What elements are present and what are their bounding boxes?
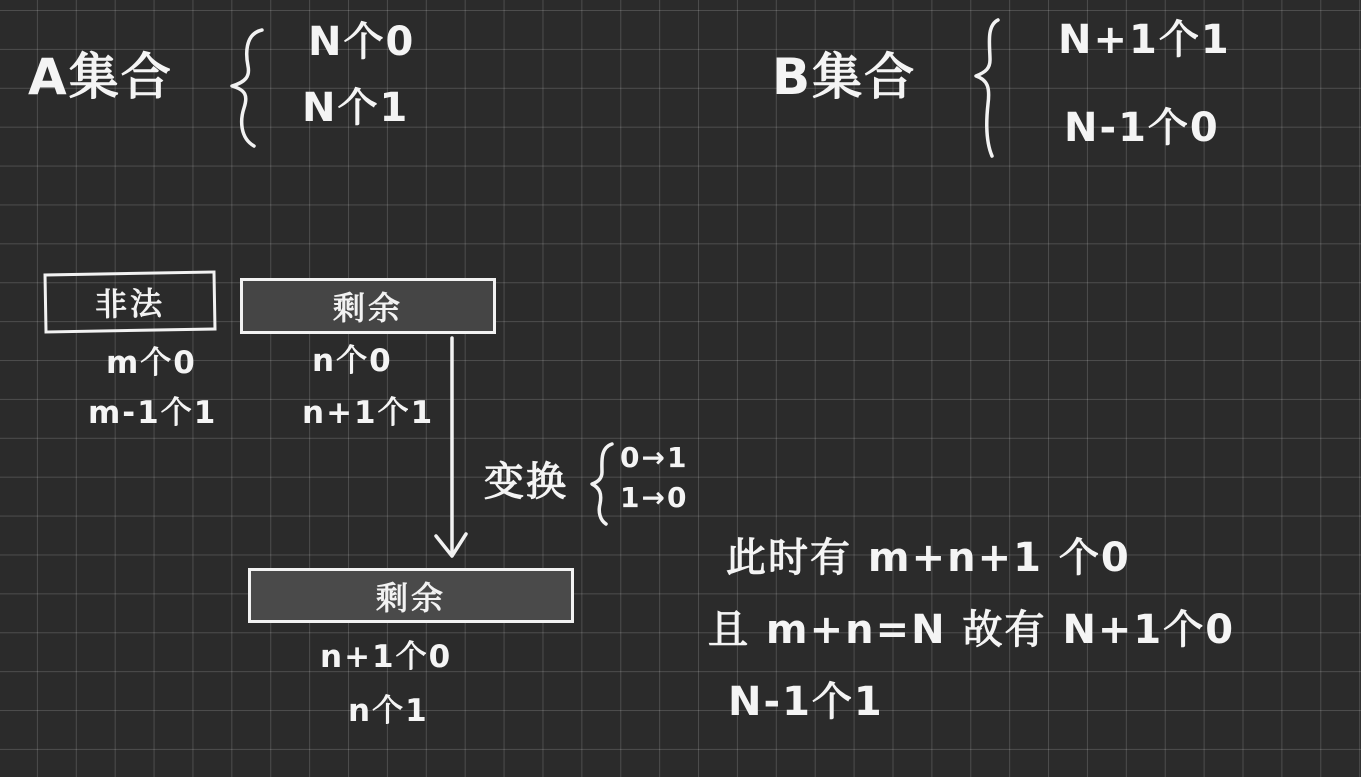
conclusion-line-1: 此时有 m+n+1 个0 (726, 535, 1131, 581)
set-a-title: A集合 (28, 48, 173, 106)
swap-rule-2: 1→0 (620, 481, 689, 514)
swap-brace (592, 444, 612, 524)
illegal-line-1: m个0 (106, 345, 197, 381)
remain-after-line-1: n+1个0 (320, 639, 453, 675)
remain-before-line-1: n个0 (312, 343, 393, 379)
set-b-line-2: N-1个0 (1064, 105, 1220, 151)
set-a-brace (232, 30, 262, 146)
set-a-line-1: N个0 (308, 19, 416, 65)
swap-rule-1: 0→1 (620, 441, 689, 474)
conclusion-line-2: 且 m+n=N 故有 N+1个0 (708, 607, 1236, 653)
remain-before-line-2: n+1个1 (302, 395, 435, 431)
set-b-line-1: N+1个1 (1058, 17, 1231, 63)
set-b-title: B集合 (772, 48, 917, 106)
illegal-label: 非法 (94, 284, 166, 324)
set-b-brace (976, 20, 998, 156)
remain-after-line-2: n个1 (348, 693, 429, 729)
remain-before-label: 剩余 (332, 289, 403, 327)
set-a-line-2: N个1 (302, 85, 410, 131)
illegal-line-2: m-1个1 (88, 395, 218, 431)
swap-label: 变换 (484, 459, 568, 505)
remain-after-label: 剩余 (375, 578, 446, 617)
conclusion-line-3: N-1个1 (728, 679, 884, 725)
